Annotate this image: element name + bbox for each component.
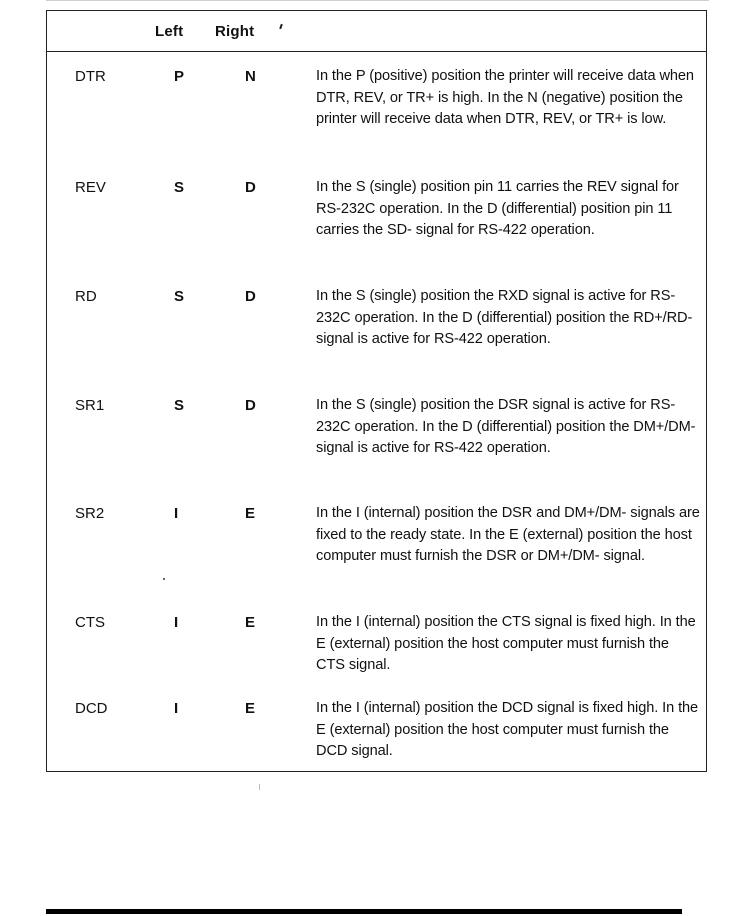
top-divider-line [46, 0, 709, 1]
setting-description: In the I (internal) position the DSR and DM+/DM- signals are fixed to the ready state. In the E (external) position the host computer must furnish the DSR or DM+/DM- signal. [316, 505, 700, 564]
right-setting: E [245, 700, 256, 717]
left-setting: P [174, 68, 185, 85]
bottom-divider-bar [46, 909, 682, 914]
setting-description: In the S (single) position the RXD signal is active for RS-232C operation. In the D (differential) position the RD+/RD- signal is active for RS-422 operation. [316, 288, 693, 347]
right-setting: E [245, 614, 256, 631]
stray-dot-mark [163, 578, 165, 580]
signal-name: SR1 [75, 397, 105, 414]
right-setting: D [245, 288, 256, 305]
jumper-settings-table [46, 10, 707, 772]
left-setting: I [174, 614, 179, 631]
signal-name: CTS [75, 614, 105, 631]
left-setting: S [174, 179, 185, 196]
left-setting: S [174, 397, 185, 414]
right-setting: D [245, 397, 256, 414]
setting-description: In the I (internal) position the CTS signal is fixed high. In the E (external) position the host computer must furnish the CTS signal. [316, 614, 696, 673]
setting-description: In the S (single) position the DSR signal is active for RS-232C operation. In the D (differential) position the DM+/DM- signal is active for RS-422 operation. [316, 397, 696, 456]
setting-description: In the S (single) position pin 11 carries the REV signal for RS-232C operation. In the D (differential) position pin 11 carries the SD- signal for RS-422 operation. [316, 179, 679, 238]
table-header-row [47, 11, 706, 52]
header-right: Right [215, 23, 255, 40]
signal-name: REV [75, 179, 106, 196]
header-left: Left [155, 23, 184, 40]
header-stray-mark [279, 24, 283, 29]
signal-name: DCD [75, 700, 108, 717]
right-setting: N [245, 68, 256, 85]
signal-name: RD [75, 288, 97, 305]
signal-name: SR2 [75, 505, 105, 522]
stray-tick-mark [259, 784, 260, 790]
setting-description: In the I (internal) position the DCD signal is fixed high. In the E (external) position the host computer must furnish the DCD signal. [316, 700, 699, 759]
left-setting: S [174, 288, 185, 305]
right-setting: D [245, 179, 256, 196]
setting-description: In the P (positive) position the printer will receive data when DTR, REV, or TR+ is high. In the N (negative) position the printer will receive data when DTR, REV, or TR+ is low. [316, 68, 694, 127]
left-setting: I [174, 700, 179, 717]
right-setting: E [245, 505, 256, 522]
left-setting: I [174, 505, 179, 522]
signal-name: DTR [75, 68, 106, 85]
